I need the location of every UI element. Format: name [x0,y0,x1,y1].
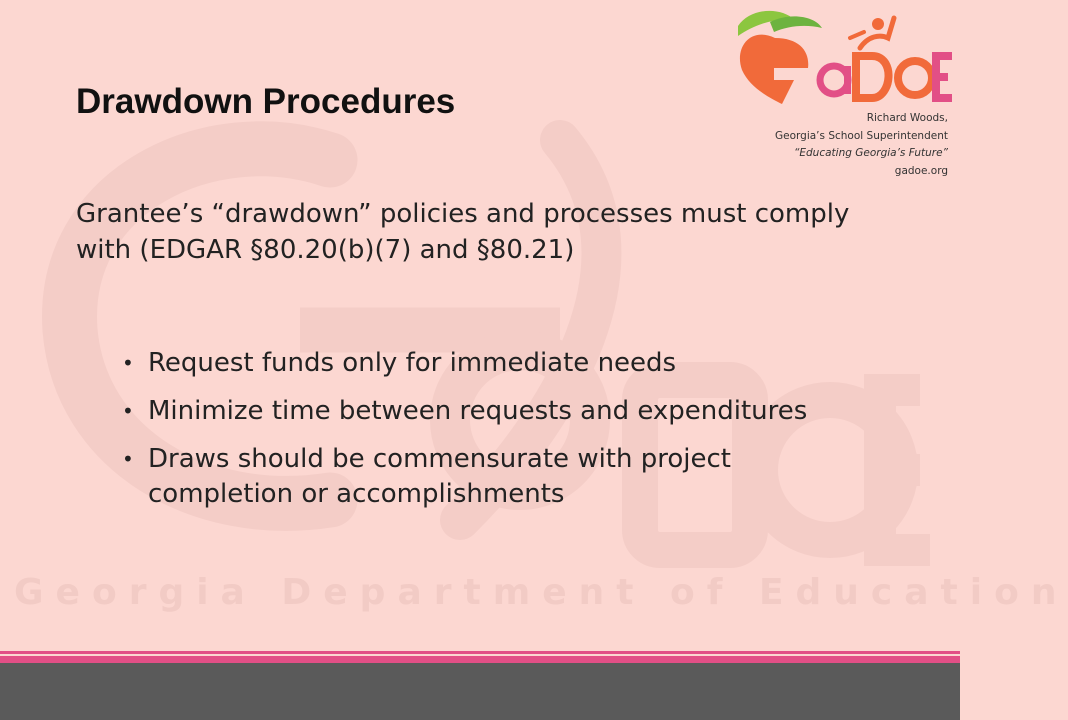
bullet-item [122,394,882,429]
bullet-dot-icon: • [122,447,134,471]
website: gadoe.org [894,164,948,177]
bullet-dot-icon: • [122,399,134,423]
gadoe-logo [730,8,955,108]
footer-bar [0,663,960,720]
bullet-text: Draws should be commensurate with project completion or accomplishments [148,444,731,509]
footer-rule-thick [0,656,960,663]
motto: “Educating Georgia’s Future” [793,147,948,159]
slide-title: Drawdown Procedures [76,82,456,121]
bullet-item [122,442,882,512]
footer-rule-thin [0,651,960,654]
bullet-text: Request funds only for immediate needs [148,348,677,378]
superintendent-name: Richard Woods, [866,112,948,124]
bullet-item [122,346,882,381]
bullet-text: Minimize time between requests and expenditures [148,396,808,426]
bullet-dot-icon: • [122,351,134,375]
intro-paragraph: Grantee’s “drawdown” policies and processes must comply with (EDGAR §80.20(b)(7) and §80.21) [76,199,850,265]
superintendent-role: Georgia’s School Superintendent [775,129,948,142]
watermark-text: Georgia Department of Education [14,572,1068,613]
bullet-list [122,346,882,525]
logo-credits [775,110,948,180]
